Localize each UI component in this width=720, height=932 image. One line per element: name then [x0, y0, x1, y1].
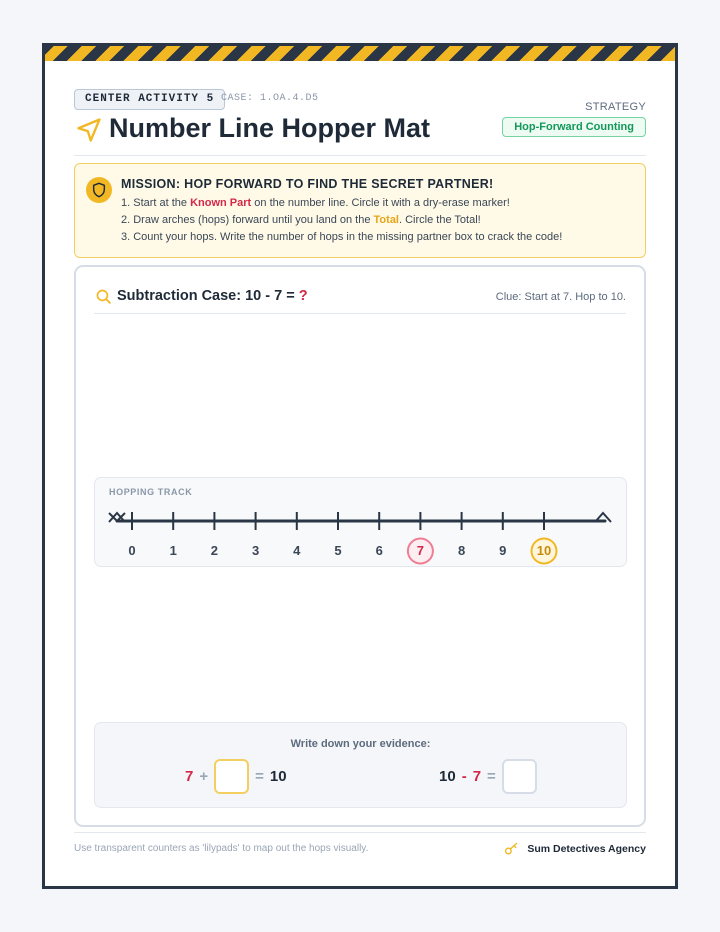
equals-sign: =: [255, 767, 264, 785]
known-part-value: 7: [185, 767, 194, 785]
footer-divider: [74, 832, 646, 833]
subtraction-equation: [439, 759, 537, 793]
addition-equation: [185, 759, 287, 793]
tick-label: 7: [416, 543, 425, 558]
track-label: HOPPING TRACK: [109, 487, 193, 497]
tick-label: 9: [499, 543, 507, 558]
tick-label: 1: [169, 543, 177, 558]
key-icon: [504, 841, 519, 856]
header-divider: [74, 155, 646, 156]
activity-mat: [42, 43, 678, 889]
navigation-arrow-icon: [75, 116, 103, 144]
clue-text: Clue: Start at 7. Hop to 10.: [495, 291, 626, 303]
known-part-term: Known Part: [190, 197, 252, 209]
strategy-label: STRATEGY: [585, 101, 646, 113]
tick-label: 2: [210, 543, 219, 558]
case-divider: [94, 313, 626, 314]
minus-sign: -: [461, 767, 467, 785]
hopping-track: [94, 477, 627, 567]
shield-icon: [86, 177, 112, 203]
mission-step-3: 3. Count your hops. Write the number of hops in the missing partner box to crack the code!: [121, 231, 563, 243]
mission-panel: [74, 163, 646, 258]
known-part-value: 7: [472, 767, 482, 785]
tick-label: 6: [375, 543, 383, 558]
evidence-label: Write down your evidence:: [290, 738, 431, 750]
magnifier-icon: [95, 288, 112, 305]
strategy-pill: Hop-Forward Counting: [502, 117, 646, 137]
activity-badge: CENTER ACTIVITY 5: [74, 89, 225, 110]
hazard-stripe-border: [45, 46, 675, 61]
page-title: Number Line Hopper Mat: [109, 113, 431, 143]
total-value: 10: [439, 767, 456, 785]
mission-step-1: 1. Start at the Known Part on the number line. Circle it with a dry-erase marker!: [121, 197, 510, 209]
case-card: [74, 265, 646, 827]
tick-label: 0: [128, 543, 136, 558]
plus-sign: +: [199, 767, 209, 785]
equals-sign: =: [487, 767, 496, 785]
tick-label: 3: [251, 543, 260, 558]
number-line: [95, 478, 628, 568]
total-term: Total: [373, 214, 399, 226]
agency-name: Sum Detectives Agency: [527, 843, 646, 855]
tick-label: 4: [293, 543, 301, 558]
footer-note: Use transparent counters as 'lilypads' to map out the hops visually.: [74, 843, 369, 854]
mission-step-2: 2. Draw arches (hops) forward until you land on the Total. Circle the Total!: [121, 214, 481, 226]
evidence-panel: [94, 722, 627, 808]
tick-label: 5: [334, 543, 342, 558]
case-code: CASE: 1.OA.4.D5: [221, 93, 319, 104]
mission-title: MISSION: HOP FORWARD TO FIND THE SECRET PARTNER!: [121, 177, 494, 191]
difference-answer-box[interactable]: [502, 759, 537, 794]
unknown-mark: ?: [298, 288, 308, 304]
missing-partner-box[interactable]: [214, 759, 249, 794]
total-value: 10: [269, 767, 287, 785]
case-title: Subtraction Case: 10 - 7 = ?: [117, 288, 308, 304]
tick-label: 10: [536, 543, 552, 558]
tick-label: 8: [457, 543, 466, 558]
